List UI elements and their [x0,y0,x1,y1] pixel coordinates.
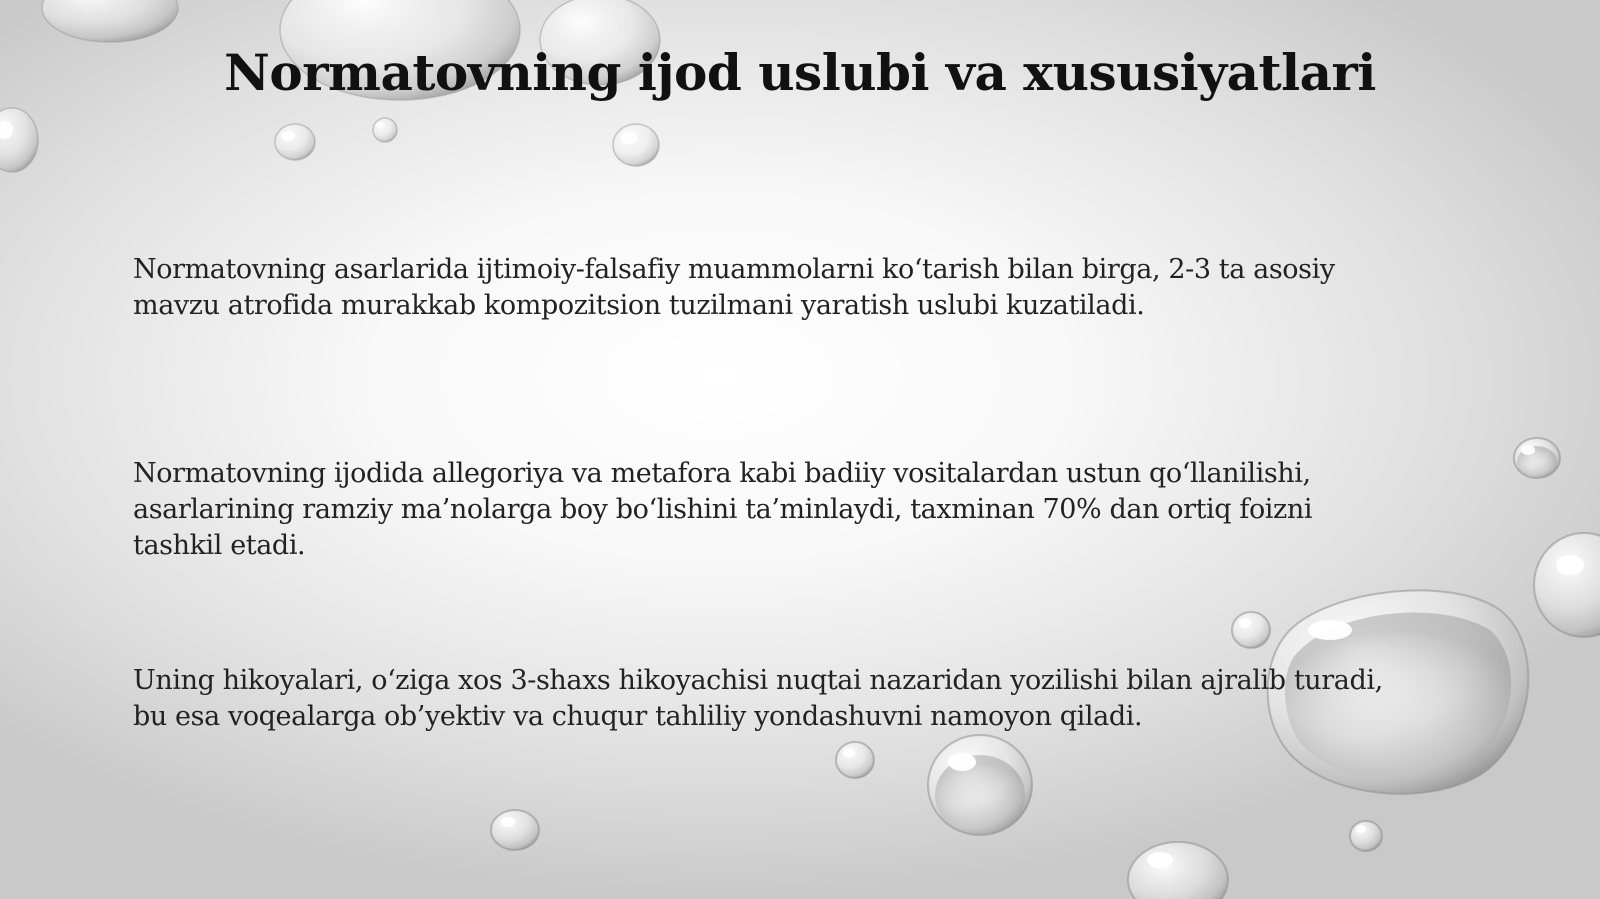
slide-title: Normatovning ijod uslubi va xususiyatlari [224,43,1376,102]
paragraph-narrator: Uning hikoyalari, o‘ziga xos 3-shaxs hikoyachisi nuqtai nazaridan yozilishi bilan ajralib turadi, bu esa voqealarga ob’yektiv va chuqur tahliliy yondashuvni namoyon qiladi. [133,665,1383,732]
paragraph-composition: Normatovning asarlarida ijtimoiy-falsafiy muammolarni ko‘tarish bilan birga, 2-3 ta asosiy mavzu atrofida murakkab kompozitsion tuzilmani yaratish uslubi kuzatiladi. [133,254,1335,321]
paragraph-allegory: Normatovning ijodida allegoriya va metafora kabi badiiy vositalardan ustun qo‘llanilishi, asarlarining ramziy ma’nolarga boy bo‘lishini ta’minlaydi, taxminan 70% dan ortiq foizni tashkil etadi. [133,458,1313,561]
